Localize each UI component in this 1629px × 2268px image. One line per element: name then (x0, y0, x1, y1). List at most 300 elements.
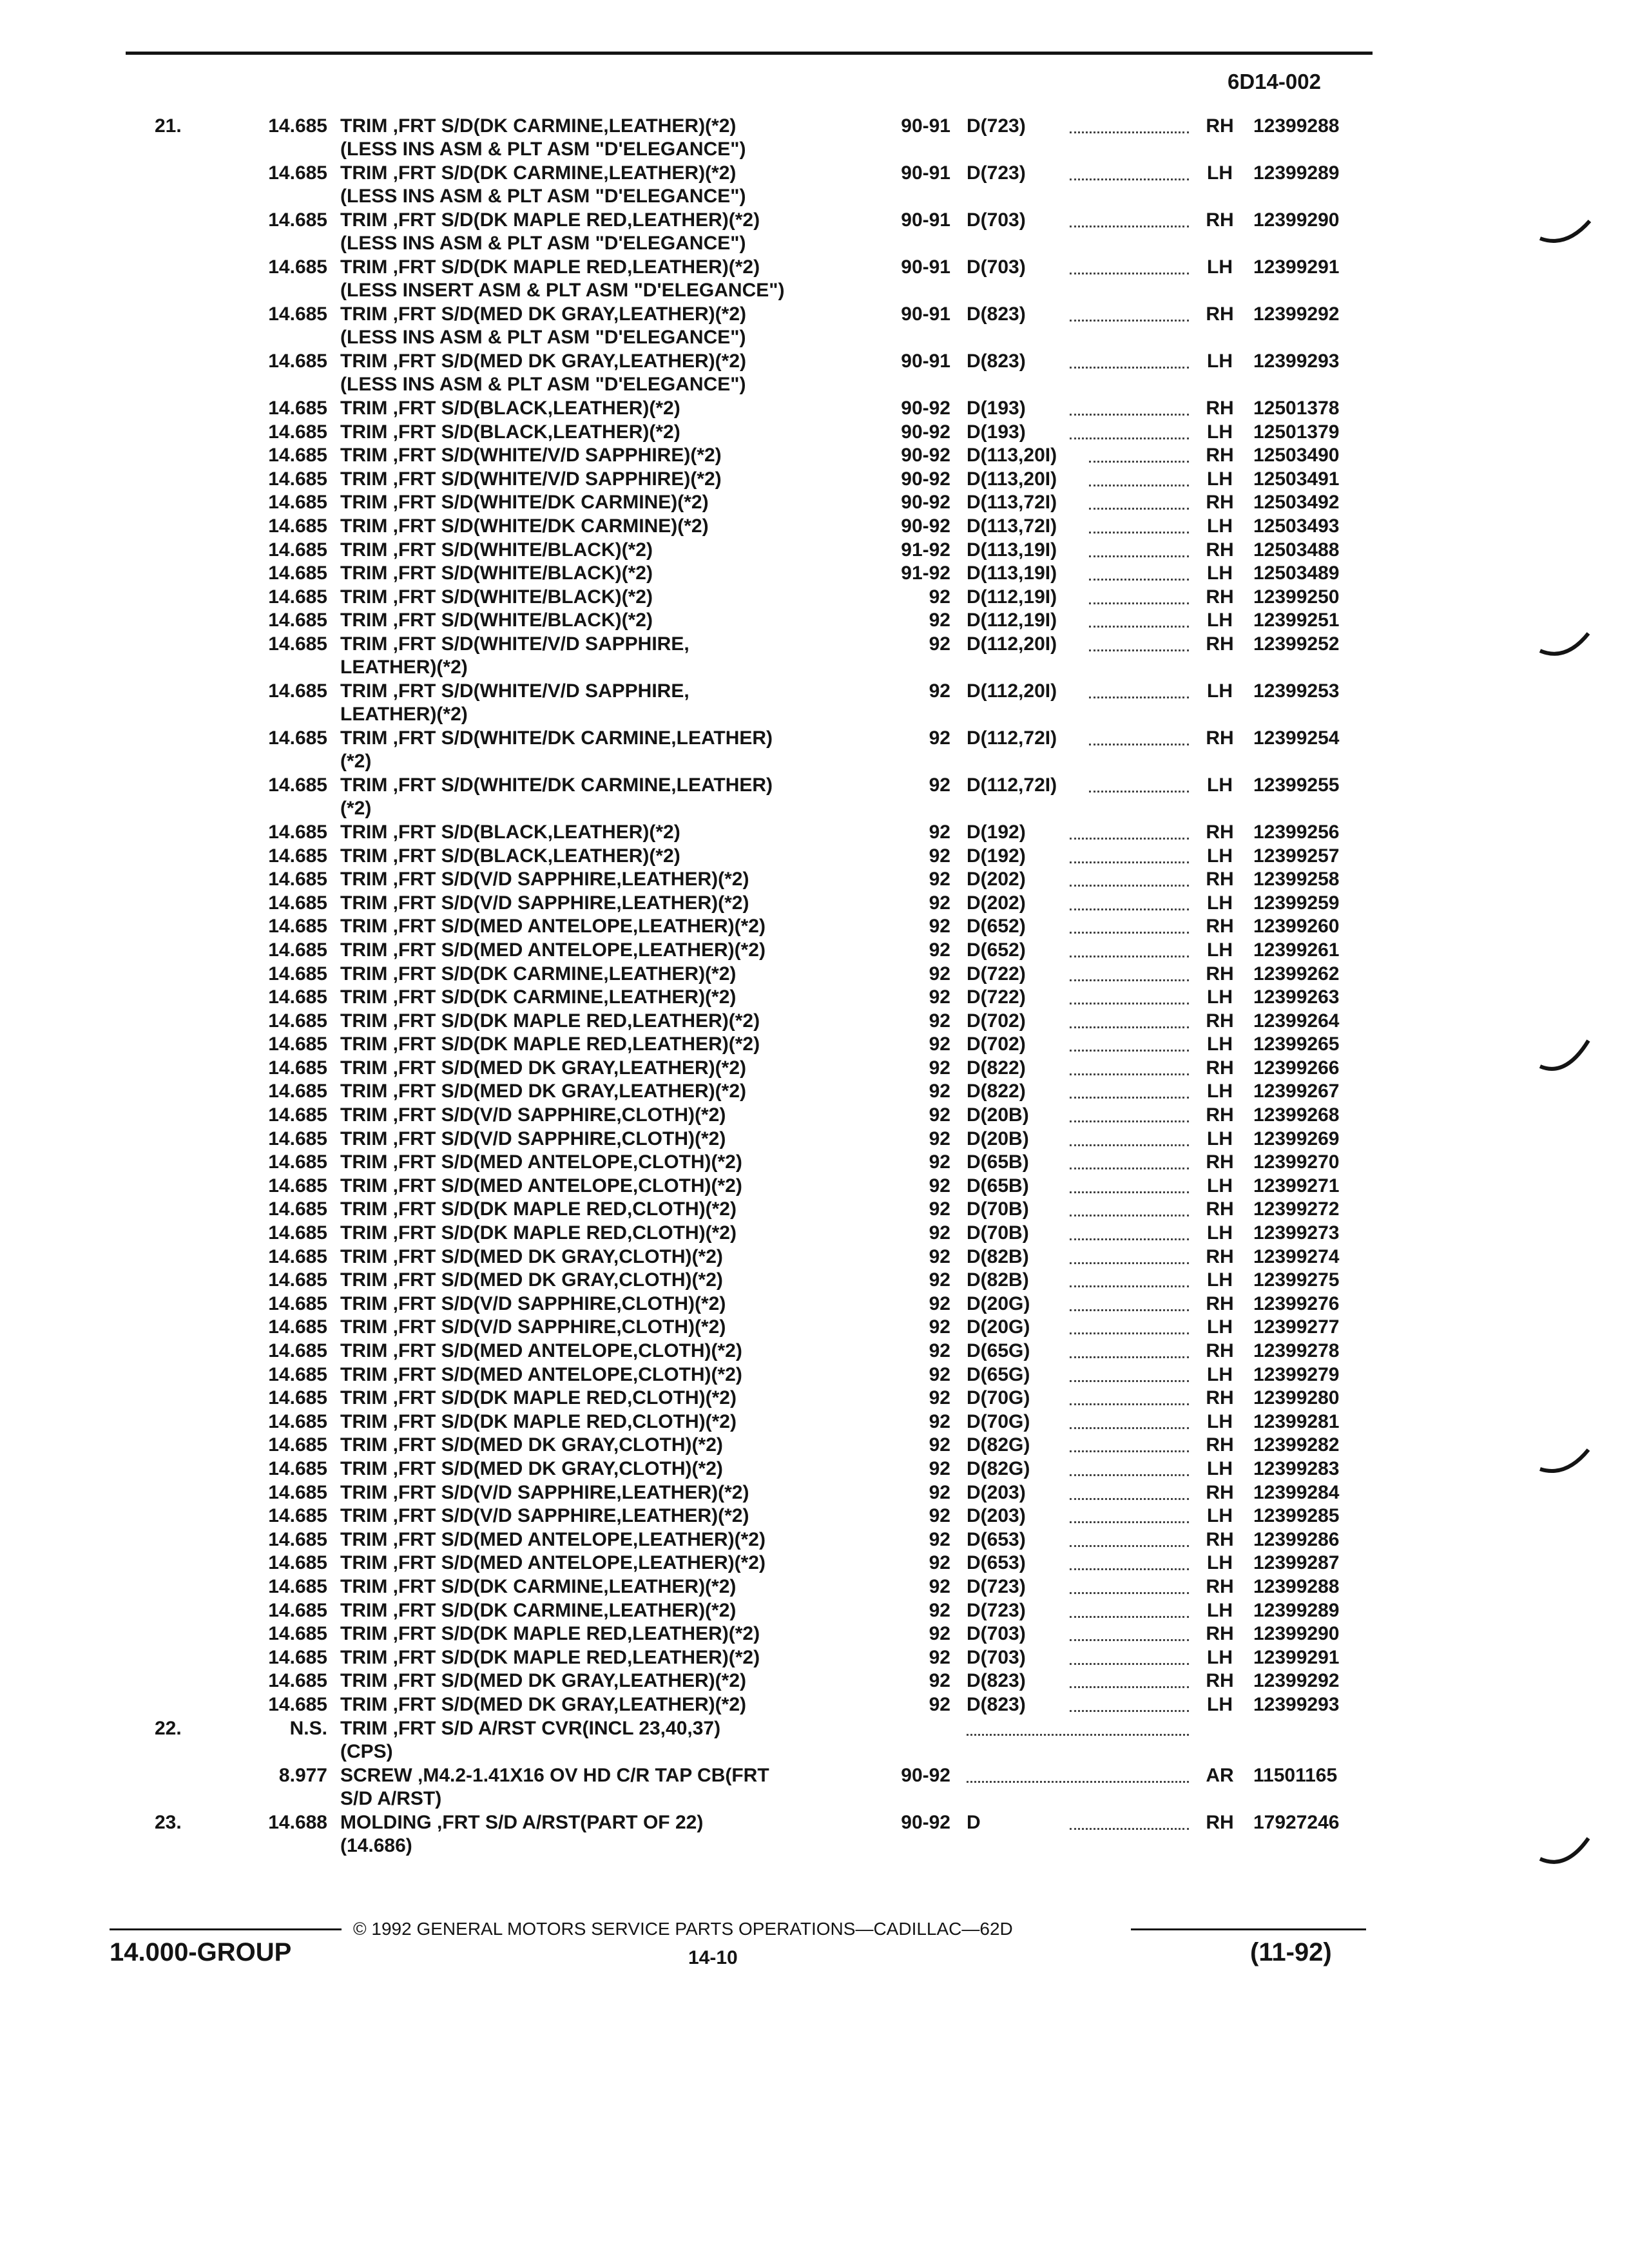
description-text: TRIM ,FRT S/D(DK MAPLE RED,CLOTH)(*2) (340, 1198, 737, 1220)
list-item (0, 1669, 1629, 1693)
group-number: 14.685 (268, 492, 327, 514)
description-continuation: (*2) (340, 797, 372, 819)
part-description (340, 1175, 869, 1198)
list-item (0, 515, 1629, 539)
dot-leader (1070, 1033, 1189, 1052)
dot-leader (1089, 633, 1189, 651)
description-text: TRIM ,FRT S/D(MED DK GRAY,LEATHER)(*2) (340, 1693, 746, 1715)
list-item (0, 421, 1629, 445)
group-number: 14.685 (268, 680, 327, 702)
description-text: TRIM ,FRT S/D(WHITE/BLACK)(*2) (340, 586, 653, 608)
description-continuation: (LESS INS ASM & PLT ASM "D'ELEGANCE") (340, 327, 746, 348)
list-item (0, 1552, 1629, 1575)
option-code: D(113,19I) (967, 562, 1057, 584)
side-indicator: RH (1206, 1340, 1234, 1361)
group-number: 14.688 (268, 1811, 327, 1833)
part-description (340, 1410, 869, 1434)
option-code: D(113,19I) (967, 539, 1057, 561)
side-indicator: LH (1207, 986, 1233, 1008)
group-number: 14.685 (268, 1198, 327, 1220)
dot-leader (1070, 1575, 1189, 1594)
group-number: 14.685 (268, 468, 327, 490)
dot-leader (1070, 1504, 1189, 1523)
group-number: 14.685 (268, 1481, 327, 1503)
dot-leader (1070, 1198, 1189, 1216)
description-continuation: (LESS INS ASM & PLT ASM "D'ELEGANCE") (340, 186, 746, 207)
list-item (0, 1457, 1629, 1481)
group-number: 14.685 (268, 1151, 327, 1173)
part-description (340, 1481, 869, 1504)
description-continuation: LEATHER)(*2) (340, 656, 468, 678)
option-code: D(822) (967, 1081, 1026, 1102)
copyright-line: © 1992 GENERAL MOTORS SERVICE PARTS OPERATIONS—CADILLAC—62D (353, 1919, 1013, 1939)
model-years: 90-92 (901, 492, 950, 514)
part-description (340, 1198, 869, 1221)
side-indicator: LH (1207, 1269, 1233, 1291)
part-description (340, 1504, 869, 1528)
side-indicator: RH (1206, 1010, 1234, 1032)
dot-leader (1070, 115, 1189, 133)
side-indicator: LH (1207, 610, 1233, 631)
model-years: 92 (929, 1198, 950, 1220)
description-text: TRIM ,FRT S/D(DK MAPLE RED,LEATHER)(*2) (340, 256, 760, 278)
group-number: 14.685 (268, 1434, 327, 1456)
group-number: 14.685 (268, 1693, 327, 1715)
list-item (0, 633, 1629, 680)
part-number: 12399281 (1253, 1410, 1340, 1432)
side-indicator: LH (1207, 256, 1233, 278)
side-indicator: RH (1206, 869, 1234, 890)
part-description (340, 727, 869, 773)
part-description (340, 1811, 869, 1858)
group-number: 14.685 (268, 539, 327, 561)
revision-date: (11-92) (1250, 1938, 1332, 1966)
option-code: D(20G) (967, 1316, 1030, 1338)
part-number: 12399274 (1253, 1245, 1340, 1267)
list-item (0, 209, 1629, 256)
list-item (0, 1033, 1629, 1057)
dot-leader (1070, 986, 1189, 1004)
description-text: TRIM ,FRT S/D(MED DK GRAY,CLOTH)(*2) (340, 1269, 723, 1291)
list-item (0, 1222, 1629, 1245)
group-number: 14.685 (268, 1363, 327, 1385)
model-years: 92 (929, 633, 950, 655)
model-years: 92 (929, 774, 950, 796)
list-item (0, 350, 1629, 397)
part-number: 12399289 (1253, 162, 1340, 184)
part-number: 12503491 (1253, 468, 1340, 490)
option-code: D(193) (967, 398, 1026, 419)
option-code: D(823) (967, 1670, 1026, 1692)
description-text: TRIM ,FRT S/D(MED ANTELOPE,LEATHER)(*2) (340, 1552, 766, 1574)
part-description (340, 1434, 869, 1457)
model-years: 90-92 (901, 1764, 950, 1786)
side-indicator: LH (1207, 680, 1233, 702)
part-description (340, 491, 869, 514)
model-years: 91-92 (901, 562, 950, 584)
description-text: TRIM ,FRT S/D(MED DK GRAY,LEATHER)(*2) (340, 1670, 746, 1692)
group-number: 8.977 (278, 1764, 327, 1786)
part-description (340, 256, 869, 302)
model-years: 92 (929, 610, 950, 631)
model-years: 92 (929, 1693, 950, 1715)
side-indicator: LH (1207, 1410, 1233, 1432)
model-years: 92 (929, 1505, 950, 1527)
description-text: TRIM ,FRT S/D(MED ANTELOPE,LEATHER)(*2) (340, 916, 766, 937)
option-code: D(702) (967, 1010, 1026, 1032)
part-number: 12399272 (1253, 1198, 1340, 1220)
side-indicator: RH (1206, 633, 1234, 655)
side-indicator: RH (1206, 586, 1234, 608)
list-item (0, 256, 1629, 303)
part-number: 12503493 (1253, 515, 1340, 537)
option-code: D(112,20I) (967, 633, 1057, 655)
description-text: TRIM ,FRT S/D(WHITE/DK CARMINE)(*2) (340, 492, 709, 514)
group-number: N.S. (289, 1717, 327, 1739)
side-indicator: RH (1206, 1575, 1234, 1597)
list-item (0, 1528, 1629, 1552)
description-text: TRIM ,FRT S/D(V/D SAPPHIRE,CLOTH)(*2) (340, 1104, 726, 1126)
part-description (340, 1316, 869, 1339)
list-item (0, 1764, 1629, 1811)
item-number: 22. (155, 1717, 182, 1739)
group-number: 14.685 (268, 986, 327, 1008)
part-description (340, 1528, 869, 1552)
option-code: D(823) (967, 303, 1026, 325)
list-item (0, 915, 1629, 939)
list-item (0, 562, 1629, 586)
list-item (0, 468, 1629, 492)
footer-rule-left (110, 1928, 342, 1930)
group-number: 14.685 (268, 1010, 327, 1032)
part-number: 12399285 (1253, 1505, 1340, 1527)
dot-leader (1070, 1434, 1189, 1452)
description-text: TRIM ,FRT S/D(DK MAPLE RED,CLOTH)(*2) (340, 1222, 737, 1244)
description-text: TRIM ,FRT S/D(WHITE/BLACK)(*2) (340, 610, 653, 631)
part-number: 12399277 (1253, 1316, 1340, 1338)
part-description (340, 1269, 869, 1292)
description-text: TRIM ,FRT S/D(DK MAPLE RED,LEATHER)(*2) (340, 1010, 760, 1032)
description-text: MOLDING ,FRT S/D A/RST(PART OF 22) (340, 1811, 704, 1833)
option-code: D(82B) (967, 1269, 1029, 1291)
option-code: D(652) (967, 916, 1026, 937)
option-code: D(70G) (967, 1410, 1030, 1432)
part-number: 12399288 (1253, 115, 1340, 137)
option-code: D(70B) (967, 1222, 1029, 1244)
list-item (0, 1622, 1629, 1646)
part-description (340, 1245, 869, 1269)
option-code: D(112,19I) (967, 610, 1057, 631)
part-description (340, 1080, 869, 1103)
part-description (340, 633, 869, 679)
part-description (340, 821, 869, 844)
part-description (340, 1057, 869, 1080)
description-continuation: (*2) (340, 750, 372, 772)
part-description (340, 1363, 869, 1387)
side-indicator: LH (1207, 1457, 1233, 1479)
group-number: 14.685 (268, 774, 327, 796)
description-continuation: (14.686) (340, 1834, 412, 1856)
model-years: 90-92 (901, 445, 950, 466)
group-number: 14.685 (268, 1340, 327, 1361)
group-label: 14.000-GROUP (110, 1938, 292, 1966)
part-number: 12399256 (1253, 821, 1340, 843)
description-text: TRIM ,FRT S/D(DK CARMINE,LEATHER)(*2) (340, 1599, 737, 1621)
side-indicator: RH (1206, 398, 1234, 419)
model-years: 92 (929, 1340, 950, 1361)
list-item (0, 1410, 1629, 1434)
group-number: 14.685 (268, 1457, 327, 1479)
part-description (340, 845, 869, 868)
dot-leader (1070, 892, 1189, 910)
list-item (0, 1363, 1629, 1387)
group-number: 14.685 (268, 515, 327, 537)
model-years: 92 (929, 986, 950, 1008)
description-continuation: (LESS INS ASM & PLT ASM "D'ELEGANCE") (340, 233, 746, 254)
side-indicator: LH (1207, 1222, 1233, 1244)
list-item (0, 1198, 1629, 1222)
side-indicator: LH (1207, 421, 1233, 443)
list-item (0, 1080, 1629, 1104)
part-number: 12503489 (1253, 562, 1340, 584)
list-item (0, 1316, 1629, 1340)
group-number: 14.685 (268, 727, 327, 749)
dot-leader (1070, 1646, 1189, 1665)
side-indicator: RH (1206, 445, 1234, 466)
description-text: TRIM ,FRT S/D(V/D SAPPHIRE,CLOTH)(*2) (340, 1316, 726, 1338)
description-text: TRIM ,FRT S/D(MED DK GRAY,CLOTH)(*2) (340, 1457, 723, 1479)
model-years: 90-92 (901, 515, 950, 537)
part-description (340, 774, 869, 820)
list-item (0, 162, 1629, 209)
part-description (340, 963, 869, 986)
option-code: D(113,72I) (967, 492, 1057, 514)
part-description (340, 1222, 869, 1245)
dot-leader (1070, 209, 1189, 227)
group-number: 14.685 (268, 633, 327, 655)
part-description (340, 444, 869, 467)
option-code: D(653) (967, 1552, 1026, 1574)
option-code: D(113,72I) (967, 515, 1057, 537)
list-item (0, 1057, 1629, 1081)
dot-leader (1070, 1340, 1189, 1358)
description-text: TRIM ,FRT S/D(MED ANTELOPE,CLOTH)(*2) (340, 1151, 742, 1173)
dot-leader (1070, 1552, 1189, 1570)
description-text: TRIM ,FRT S/D(WHITE/V/D SAPPHIRE, (340, 680, 689, 702)
description-text: TRIM ,FRT S/D(MED ANTELOPE,LEATHER)(*2) (340, 1528, 766, 1550)
list-item (0, 1245, 1629, 1269)
option-code: D(112,72I) (967, 727, 1057, 749)
part-number: 12399278 (1253, 1340, 1340, 1361)
option-code: D(192) (967, 821, 1026, 843)
option-code: D(82G) (967, 1457, 1030, 1479)
group-number: 14.685 (268, 1505, 327, 1527)
part-description (340, 1646, 869, 1669)
side-indicator: LH (1207, 1316, 1233, 1338)
option-code: D(65G) (967, 1363, 1030, 1385)
side-indicator: LH (1207, 1599, 1233, 1621)
dot-leader (1070, 1010, 1189, 1028)
side-indicator: RH (1206, 1811, 1234, 1833)
dot-leader (1070, 1669, 1189, 1688)
option-code: D(822) (967, 1057, 1026, 1079)
dot-leader (1070, 1481, 1189, 1500)
part-description (340, 1128, 869, 1151)
side-indicator: LH (1207, 939, 1233, 961)
description-text: TRIM ,FRT S/D(BLACK,LEATHER)(*2) (340, 421, 680, 443)
group-number: 14.685 (268, 821, 327, 843)
side-indicator: LH (1207, 774, 1233, 796)
option-code: D(65G) (967, 1340, 1030, 1361)
dot-leader (1070, 1222, 1189, 1240)
part-number: 12399259 (1253, 892, 1340, 914)
option-code: D(823) (967, 1693, 1026, 1715)
description-continuation: (LESS INSERT ASM & PLT ASM "D'ELEGANCE") (340, 280, 785, 301)
model-years: 92 (929, 1670, 950, 1692)
description-text: TRIM ,FRT S/D(BLACK,LEATHER)(*2) (340, 398, 680, 419)
part-number: 12501378 (1253, 398, 1340, 419)
option-code: D(722) (967, 963, 1026, 985)
side-indicator: RH (1206, 1104, 1234, 1126)
description-text: TRIM ,FRT S/D(V/D SAPPHIRE,LEATHER)(*2) (340, 1505, 749, 1527)
model-years: 92 (929, 1316, 950, 1338)
side-indicator: RH (1206, 821, 1234, 843)
description-text: TRIM ,FRT S/D(V/D SAPPHIRE,LEATHER)(*2) (340, 869, 749, 890)
description-continuation: S/D A/RST) (340, 1787, 442, 1809)
model-years: 92 (929, 939, 950, 961)
side-indicator: RH (1206, 1528, 1234, 1550)
dot-leader (1089, 609, 1189, 628)
description-text: TRIM ,FRT S/D(WHITE/BLACK)(*2) (340, 562, 653, 584)
part-number: 12399253 (1253, 680, 1340, 702)
model-years: 92 (929, 1245, 950, 1267)
model-years: 90-91 (901, 115, 950, 137)
dot-leader (1070, 1269, 1189, 1287)
part-number: 12399287 (1253, 1552, 1340, 1574)
dot-leader (1070, 1104, 1189, 1122)
model-years: 92 (929, 1175, 950, 1196)
description-text: TRIM ,FRT S/D(MED DK GRAY,LEATHER)(*2) (340, 303, 746, 325)
side-indicator: LH (1207, 515, 1233, 537)
part-description (340, 303, 869, 349)
option-code: D(653) (967, 1528, 1026, 1550)
model-years: 92 (929, 821, 950, 843)
group-number: 14.685 (268, 1623, 327, 1645)
list-item (0, 963, 1629, 986)
option-code: D(112,19I) (967, 586, 1057, 608)
part-number: 12399292 (1253, 303, 1340, 325)
list-item (0, 1575, 1629, 1599)
part-number: 12399252 (1253, 633, 1340, 655)
part-description (340, 868, 869, 891)
part-number: 12399263 (1253, 986, 1340, 1008)
dot-leader (1070, 1363, 1189, 1382)
group-number: 14.685 (268, 869, 327, 890)
list-item (0, 1269, 1629, 1293)
option-code: D(193) (967, 421, 1026, 443)
side-indicator: LH (1207, 162, 1233, 184)
part-number: 12399279 (1253, 1363, 1340, 1385)
part-number: 12399257 (1253, 845, 1340, 867)
part-number: 12399276 (1253, 1293, 1340, 1314)
side-indicator: RH (1206, 1434, 1234, 1456)
dot-leader (1089, 774, 1189, 793)
dot-leader (1089, 444, 1189, 463)
group-number: 14.685 (268, 939, 327, 961)
side-indicator: LH (1207, 1363, 1233, 1385)
list-item (0, 586, 1629, 610)
part-number: 12399271 (1253, 1175, 1340, 1196)
option-code: D(723) (967, 1599, 1026, 1621)
description-text: TRIM ,FRT S/D(DK MAPLE RED,LEATHER)(*2) (340, 1033, 760, 1055)
description-text: TRIM ,FRT S/D(WHITE/V/D SAPPHIRE, (340, 633, 689, 655)
part-description (340, 1151, 869, 1174)
part-description (340, 1293, 869, 1316)
dot-leader (1089, 727, 1189, 745)
description-text: TRIM ,FRT S/D(BLACK,LEATHER)(*2) (340, 821, 680, 843)
description-text: TRIM ,FRT S/D(WHITE/DK CARMINE)(*2) (340, 515, 709, 537)
description-text: TRIM ,FRT S/D(MED DK GRAY,LEATHER)(*2) (340, 351, 746, 372)
list-item (0, 1175, 1629, 1198)
model-years: 92 (929, 1481, 950, 1503)
part-description (340, 162, 869, 208)
description-text: TRIM ,FRT S/D(DK CARMINE,LEATHER)(*2) (340, 115, 737, 137)
model-years: 92 (929, 1528, 950, 1550)
option-code: D(703) (967, 209, 1026, 231)
option-code: D(723) (967, 162, 1026, 184)
list-item (0, 539, 1629, 562)
group-number: 14.685 (268, 1033, 327, 1055)
description-text: TRIM ,FRT S/D(MED ANTELOPE,CLOTH)(*2) (340, 1363, 742, 1385)
side-indicator: RH (1206, 492, 1234, 514)
side-indicator: RH (1206, 209, 1234, 231)
part-description (340, 397, 869, 420)
group-number: 14.685 (268, 916, 327, 937)
model-years: 92 (929, 1457, 950, 1479)
part-description (340, 915, 869, 938)
list-item (0, 892, 1629, 916)
part-number: 12399260 (1253, 916, 1340, 937)
list-item (0, 303, 1629, 350)
dot-leader (1070, 1693, 1189, 1712)
list-item (0, 986, 1629, 1010)
part-description (340, 539, 869, 562)
part-description (340, 1599, 869, 1622)
description-text: TRIM ,FRT S/D(MED ANTELOPE,CLOTH)(*2) (340, 1340, 742, 1361)
dot-leader (1070, 1410, 1189, 1429)
side-indicator: LH (1207, 1646, 1233, 1668)
description-text: TRIM ,FRT S/D(DK MAPLE RED,LEATHER)(*2) (340, 1623, 760, 1645)
check-mark-icon (1537, 1037, 1595, 1076)
model-years: 92 (929, 845, 950, 867)
dot-leader (1070, 1057, 1189, 1075)
part-number: 11501165 (1253, 1764, 1338, 1786)
list-item (0, 1693, 1629, 1717)
option-code: D(20B) (967, 1104, 1029, 1126)
group-number: 14.685 (268, 1269, 327, 1291)
group-number: 14.685 (268, 1552, 327, 1574)
part-description (340, 1552, 869, 1575)
list-item (0, 1434, 1629, 1457)
model-years: 90-92 (901, 398, 950, 419)
side-indicator: RH (1206, 303, 1234, 325)
part-number: 12399289 (1253, 1599, 1340, 1621)
model-years: 91-92 (901, 539, 950, 561)
part-description (340, 209, 869, 255)
option-code: D(82B) (967, 1245, 1029, 1267)
group-number: 14.685 (268, 1293, 327, 1314)
list-item (0, 1104, 1629, 1128)
